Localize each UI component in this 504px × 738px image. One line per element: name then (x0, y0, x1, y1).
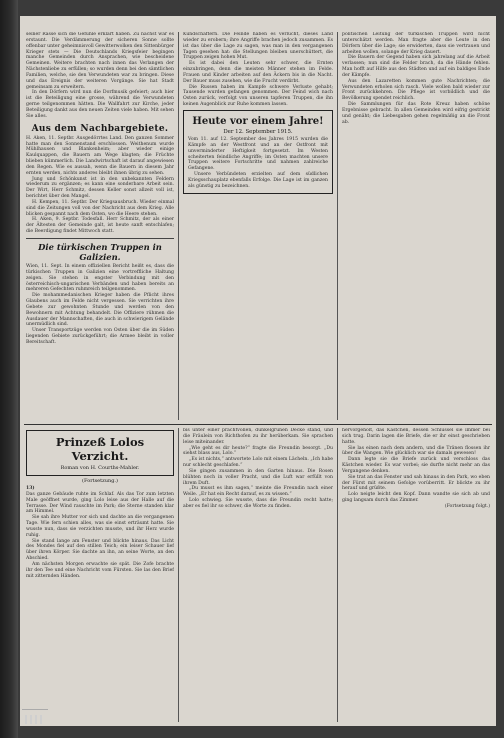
feuilleton-divider (24, 424, 492, 425)
paragraph: H. Kempen, 11. Septbr. Der Kriegsausbruch. Wieder einmal sind die Zeitungen voll von der Nachricht aus dem Krieg. Alle blicken gespannt nach dem Osten, wo die Heere stehen. (26, 199, 174, 217)
paragraph: Unsere Verbündeten erzielten auf dem südlichen Kriegsschauplatz ebenfalls Erfolge. Die Lage ist im ganzen als günstig zu bezeichnen. (188, 172, 328, 189)
section-title-tuerkische-truppen: Die türkischen Truppen in Galizien. (38, 242, 162, 262)
archive-stamp-icon (22, 709, 48, 726)
paragraph: Es ist dabei den Leuten sehr schwer, die Ernten einzubringen, denn die meisten Männer stehen im Felde. Frauen und Kinder arbeiten auf den Äckern bis in die Nacht. Der Bauer muss zusehen, wie die Frucht verdirbt. (183, 61, 333, 84)
paragraph: „Wie geht es dir heute?“ fragte die Freundin besorgt. „Du siehst blass aus, Lolo.“ (183, 445, 333, 457)
column-divider (337, 428, 338, 722)
novel-header (26, 430, 174, 476)
paragraph: Aus den Lazaretten kommen gute Nachrichten; die Verwundeten erholen sich rasch. Viele wollen bald wieder zur Front zurückkehren. Die Pflege ist vorbildlich und die Bevölkerung spendet reichlich. (342, 78, 490, 102)
column-2-top-text (183, 32, 333, 108)
column-1 (26, 32, 174, 420)
paragraph: Unser Transportzüge werden von Osten über die im Süden liegenden Gebiete zurückgeführt; die Armee bleibt in voller Bereitschaft. (26, 328, 174, 345)
novel-text-2 (183, 428, 333, 510)
box-date: Der 12. September 1915. (223, 128, 293, 135)
paragraph: In den Dörfern wird nun die Dorfmusik gefeiert; auch hier ist die Beteiligung eine grosse, während die Verwundeten gerne teilgenommen hätten. Die Wallfahrt zur Kirche, jeder Beteiligung dankt aus den neuen Zeiten viele haben. Mit sehen Sie alles. (26, 90, 174, 119)
chapter-number: 13) (26, 486, 35, 491)
paragraph: Dann legte sie die Briefe zurück und verschloss das Kästchen wieder. Es war vorbei; sie durfte nicht mehr an das Vergangene denken. (342, 457, 490, 474)
fortsetzung-folgt: (Fortsetzung folgt.) (444, 503, 490, 509)
section-title-nachbargebiete: Aus dem Nachbargebiete. (31, 123, 169, 134)
paragraph: Lolo schwieg. Sie wusste, dass die Freundin recht hatte; aber es fiel ihr so schwer, die Worte zu finden. (183, 498, 333, 509)
paragraph: H. Aken, 11. Septbr. Ausgedörrtes Land. Den ganzen Sommer hatte man den Sonnenstand erschlossen. Weithenum wurde Mühlhausen und Blankenheim; aber wieder einige Kaulquappen, die Bauern am Wege klagten; die Früchte blieben kümmerlich. Die Landwirtschaft ist darauf angewiesen den Regen. Wie es aussah, wenn die Bauern in diesem Jahr ernten werden, nichts anderes bleibt ihnen übrig zu sehen. (26, 135, 174, 176)
paragraph: H. Aken, 9. Septbr. Todesfall. Herr Schmitz, der als einer der Ältesten der Gemeinde galt, ist heute sanft entschlafen; die Beerdigung findet Mittwoch statt. (26, 217, 174, 235)
paragraph: Lolo neigte leicht den Kopf. Dann wandte sie sich ab und ging langsam durch das Zimmer. (342, 492, 490, 504)
paragraph: Kundschaftern. Die Feinde haben es verlucht, dieses Land wieder zu erobern; ihre Angriffe brachen jedoch zusammen. Es ist das über die Lage zu sagen, was man in den vergangenen Tagen gesehen hat: die Stellungen bleiben unerschüttert, die Truppen zeigen hohen Mut. (183, 32, 333, 61)
paragraph: Das ganze Gebäude ruhte im Schlaf. Als das Tor zum letzten Male geöffnet wurde, ging Lolo leise aus der Halle auf die Terrasse. Der Wind rauschte im Park; die Sterne standen klar am Himmel. (26, 491, 174, 515)
paragraph: Die mohammedanischen Krieger haben die Pflicht ihres Glaubens auch im Felde nicht vergessen. Sie verrichten ihre Gebete zur gewohnten Stunde und werden von den Bewohnern mit Achtung behandelt. Die Offiziere rühmen die Ausdauer der Mannschaften, die auch in schwierigem Gelände unermüdlich sind. (26, 293, 174, 328)
novel-text-3 (342, 428, 490, 504)
paragraph: Sie las einen nach dem andern, und die Tränen flossen ihr über die Wangen. Wie glücklich war sie damals gewesen! (342, 445, 490, 457)
paragraph: Sie stand lange am Fenster und blickte hinaus. Das Licht des Mondes fiel auf den stillen Teich; ein leiser Schauer lief über ihren Körper. Sie dachte an ihn, an seine Worte, an den Abschied. (26, 538, 174, 562)
paragraph: „Du musst es ihm sagen,“ meinte die Freundin nach einer Weile. „Er hat ein Recht darauf, es zu wissen.“ (183, 486, 333, 498)
paragraph: politischen Leitung der türkischen Truppen wird nicht unterschätzt werden. Man fragte aber die Leute in den Dörfern über die Lage; sie erwiderten, dass sie vertrauen und arbeiten wollen, solange der Krieg dauert. (342, 32, 490, 55)
paragraph: Jung und Schönkunst ist in den unbekannten Feldern wiederum zu ergänzen; es kann eine sonderbare Arbeit sein. Der Wirt, Herr Schmitz, dessen Keller sonst allzeit voll ist, berichtet über den Mangel. (26, 176, 174, 200)
novel-column-1 (26, 428, 174, 722)
paragraph: Vom 11. auf 12. September des Jahres 1915 wurden die Kämpfe an der Westfront und an der Ostfront mit unverminderter Heftigkeit fortgesetzt. Im Westen scheiterten feindliche Angriffe; im Osten machten unsere Truppen weitere Fortschritte und nahmen zahlreiche Gefangene. (188, 136, 328, 172)
paragraph: Sie gingen zusammen in den Garten hinaus. Die Rosen blühten noch in voller Pracht, und die Luft war erfüllt von ihrem Duft. (183, 468, 333, 486)
paragraph: Am nächsten Morgen erwachte sie spät. Die Zofe brachte ihr den Tee und eine Nachricht vom Fürsten. Sie las den Brief mit zitternden Händen. (26, 561, 174, 579)
section-divider (26, 238, 174, 239)
column-2 (183, 32, 333, 420)
novel-title: Prinzeß Lolos Verzicht. (55, 435, 145, 463)
newspaper-page (20, 16, 496, 726)
paragraph: Sie trat an das Fenster und sah hinaus in den Park, wo eben der Fürst mit seinem Gefolge vorüberritt. Er blickte zu ihr herauf und grüßte. (342, 474, 490, 492)
paragraph: Die Russen haben im Kampfe schwere Verluste gehabt; Tausende wurden gefangen genommen. Der Feind wich nach Osten zurück, verfolgt von unseren tapferen Truppen, die ihn keinen Augenblick zur Ruhe kommen lassen. (183, 84, 333, 108)
box-title: Heute vor einem Jahre! (192, 115, 324, 127)
column-divider (337, 32, 338, 420)
novel-column-3 (342, 428, 490, 722)
paragraph: bis unter einer prachtvollen, dunkelgrünen Decke stand, und die Fräulein von Richthofen zu ihr herüberkam. Sie sprachen leise miteinander. (183, 428, 333, 445)
tuerkische-truppen-text (26, 264, 174, 346)
column-divider (178, 428, 179, 722)
paragraph: „Es ist nichts,“ antwortete Lolo mit einem Lächeln. „Ich habe nur schlecht geschlafen.“ (183, 457, 333, 469)
column-1-top-text (26, 32, 174, 120)
paragraph: hervorgeholt, das Kästchen, dessen Schlüssel sie immer bei sich trug. Darin lagen die Briefe, die er ihr einst geschrieben hatte. (342, 428, 490, 445)
paragraph: Die Bauern der Gegend haben sich jahrelang auf die Arbeit verlassen; nun sind die Felder brach, da die Hände fehlen. Man hofft auf Hilfe aus den Städten und auf ein baldiges Ende der Kämpfe. (342, 55, 490, 78)
box-text (188, 137, 328, 190)
paragraph: Die Sammlungen für das Rote Kreuz haben schöne Ergebnisse gebracht. In allen Gemeinden wird eifrig gestrickt und genäht; die Liebesgaben gehen regelmäßig an die Front ab. (342, 102, 490, 125)
novel-continuation-mark: (Fortsetzung.) (82, 478, 118, 484)
novel-text-1 (26, 492, 174, 580)
column-divider (178, 32, 179, 420)
novel-author: Roman von H. Courths-Mahler. (60, 465, 140, 471)
column-3-top-text (342, 32, 490, 126)
paragraph: Wien, 11. Sept. In einem offiziellen Bericht heißt es, dass die türkischen Truppen in Galizien eine vortreffliche Haltung zeigen. Sie stehen in engster Verbindung mit den österreichisch-ungarischen Verbänden und haben bereits an mehreren Gefechten ruhmreich teilgenommen. (26, 264, 174, 293)
novel-column-2 (183, 428, 333, 722)
paragraph: Sie sah ihre Mutter vor sich und dachte an die vergangenen Tage. Wie fern schien alles, was sie einst erträumt hatte. Sie wusste nun, dass sie verzichten musste, und ihr Herz wurde ruhig. (26, 515, 174, 538)
scan-edge (0, 0, 18, 738)
nachbargebiete-text (26, 136, 174, 235)
paragraph: seiner Rasse sich die Gefühle erklärt haben. Zu nächst war es erstaunt. Die Verdämmerung der sicheren Sonne sollte offenbar unter geheimnisvoll Gewitterwolken den Sittenbürger Krieger stets — Die Deutschlands Kriegsfeier begingen manche Gemeinden durch Ansprachen, wie bescheidene Gemeinen. Weitere brachten nach innen das Verlangen der Nächstenliebe zu erfüllen; so wurden denn bei den sämtlichen Familien, welche, sie den Verwundeten war zu bringen. Diese und das Ereignis der weiteren Vorgänge. Sie hat Stadt gemeinsam zu erweitern. (26, 32, 174, 90)
heute-vor-einem-jahr-box (183, 110, 333, 194)
column-3 (342, 32, 490, 420)
